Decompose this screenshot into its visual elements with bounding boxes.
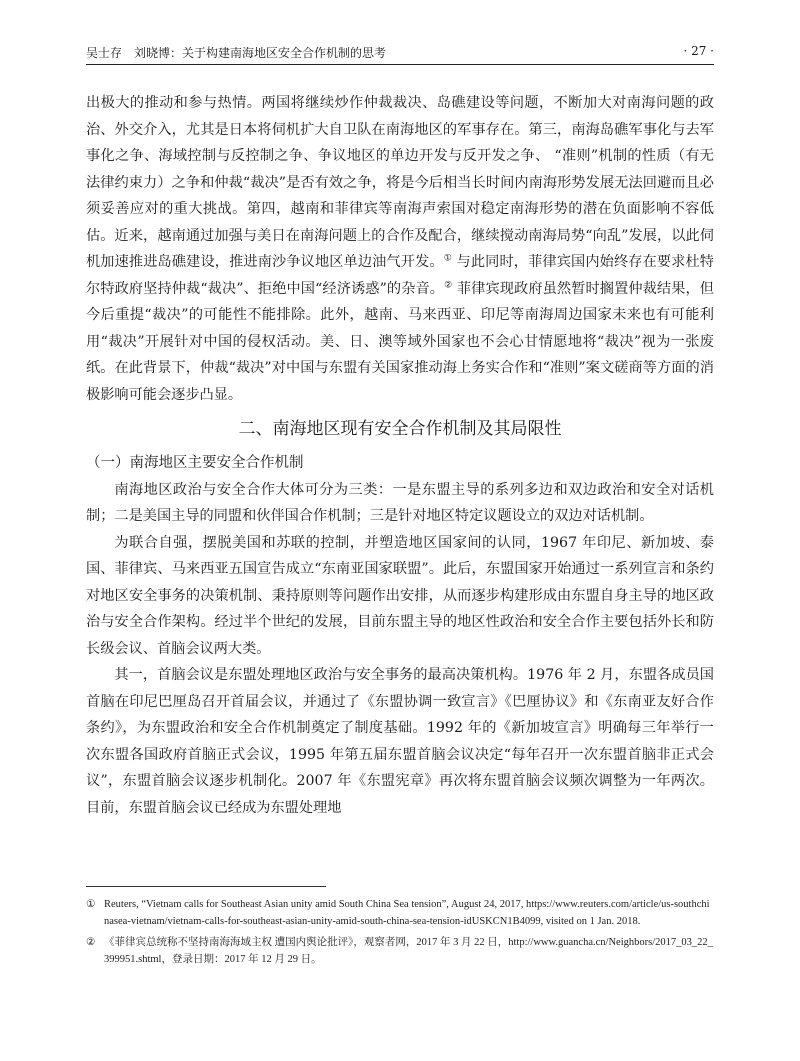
footnote-1	[86, 896, 714, 930]
footnote-1-text: Reuters, “Vietnam calls for Southeast Asian unity amid South China Sea tension”, August 24, 2017, https://www.reuters.com/article/us-southchinasea-vietnam/vietnam-calls-for-southeast-asian-unity-amid-south-china-sea-tension-idUSKCN1B4099, visited on 1 Jan. 2018.	[104, 899, 710, 927]
header-rule	[86, 64, 714, 65]
paragraph-1-part-a: 出极大的推动和参与热情。两国将继续炒作仲裁裁决、岛礁建设等问题，不断加大对南海问题的政治、外交介入，尤其是日本将伺机扩大自卫队在南海地区的军事存在。第三，南海岛礁军事化与去军事化之争、海域控制与反控制之争、争议地区的单边开发与反开发之争、 “准则”机制的性质（有无法律约束力）之争和仲裁“裁决”是否有效之争，将是今后相当长时间内南海形势发展无法回避而且必须妥善应对的重大挑战。第四，越南和菲律宾等南海声索国对稳定南海形势的潜在负面影响不容低估。近来，越南通过加强与美日在南海问题上的合作及配合，继续搅动南海局势“向乱”发展，以此伺机加速推进岛礁建设，推进南沙争议地区单边油气开发。	[86, 95, 714, 270]
footnote-2-mark: ②	[86, 937, 96, 948]
running-header	[86, 44, 714, 66]
footnote-2	[86, 934, 714, 968]
subsection-title: （一）南海地区主要安全合作机制	[86, 455, 304, 471]
section-title: 二、南海地区现有安全合作机制及其局限性	[238, 419, 562, 439]
article-body	[86, 90, 714, 821]
paragraph-1-part-b: 与此同时，菲律宾国内始终存在要求杜特尔特政府坚持仲裁“裁决”、拒绝中国“经济诱惑”的杂音。	[86, 254, 714, 297]
paragraph-2: 南海地区政治与安全合作大体可分为三类：一是东盟主导的系列多边和双边政治和安全对话机制；二是美国主导的同盟和伙伴国合作机制；三是针对地区特定议题设立的双边对话机制。	[86, 481, 714, 524]
page-number: · 27 ·	[683, 44, 714, 58]
running-title: 吴士存 刘晓博：关于构建南海地区安全合作机制的思考	[86, 46, 387, 60]
paragraph-1	[86, 90, 714, 408]
footnote-1-mark: ①	[86, 899, 96, 910]
footnote-ref-1[interactable]: ①	[443, 253, 452, 264]
paragraph-4: 其一，首脑会议是东盟处理地区政治与安全事务的最高决策机构。1976 年 2 月，东盟各成员国首脑在印尼巴厘岛召开首届会议，并通过了《东盟协调一致宣言》《巴厘协议》和《东南亚友好合作条约》，为东盟政治和安全合作机制奠定了制度基础。1992 年的《新加坡宣言》明确每三年举行一次东盟各国政府首脑正式会议，1995 年第五届东盟首脑会议决定“每年召开一次东盟首脑非正式会议”，东盟首脑会议逐步机制化。2007 年《东盟宪章》再次将东盟首脑会议频次调整为一年两次。目前，东盟首脑会议已经成为东盟处理地	[86, 667, 714, 816]
paragraph-3: 为联合自强，摆脱美国和苏联的控制，并塑造地区国家间的认同，1967 年印尼、新加坡、泰国、菲律宾、马来西亚五国宣告成立“东南亚国家联盟”。此后，东盟国家开始通过一系列宣言和条约对地区安全事务的决策机制、秉持原则等问题作出安排，从而逐步构建形成由东盟自身主导的地区政治与安全合作架构。经过半个世纪的发展，目前东盟主导的地区性政治和安全合作主要包括外长和防长级会议、首脑会议两大类。	[86, 534, 714, 657]
footnote-rule	[86, 886, 326, 887]
footnote-2-text: 《菲律宾总统称不坚持南海海域主权 遭国内舆论批评》，观察者网，2017 年 3 月 22 日，http://www.guancha.cn/Neighbors/2017_03_22_399951.shtml，登录日期：2017 年 12 月 29 日。	[104, 937, 713, 965]
footnote-ref-2[interactable]: ②	[444, 279, 453, 290]
footnotes	[86, 896, 714, 972]
paragraph-1-part-c: 菲律宾现政府虽然暂时搁置仲裁结果，但今后重提“裁决”的可能性不能排除。此外，越南、马来西亚、印尼等南海周边国家未来也有可能利用“裁决”开展针对中国的侵权活动。美、日、澳等域外国家也不会心甘情愿地将“裁决”视为一张废纸。在此背景下，仲裁“裁决”对中国与东盟有关国家推动海上务实合作和“准则”案文磋商等方面的消极影响可能会逐步凸显。	[86, 280, 714, 403]
